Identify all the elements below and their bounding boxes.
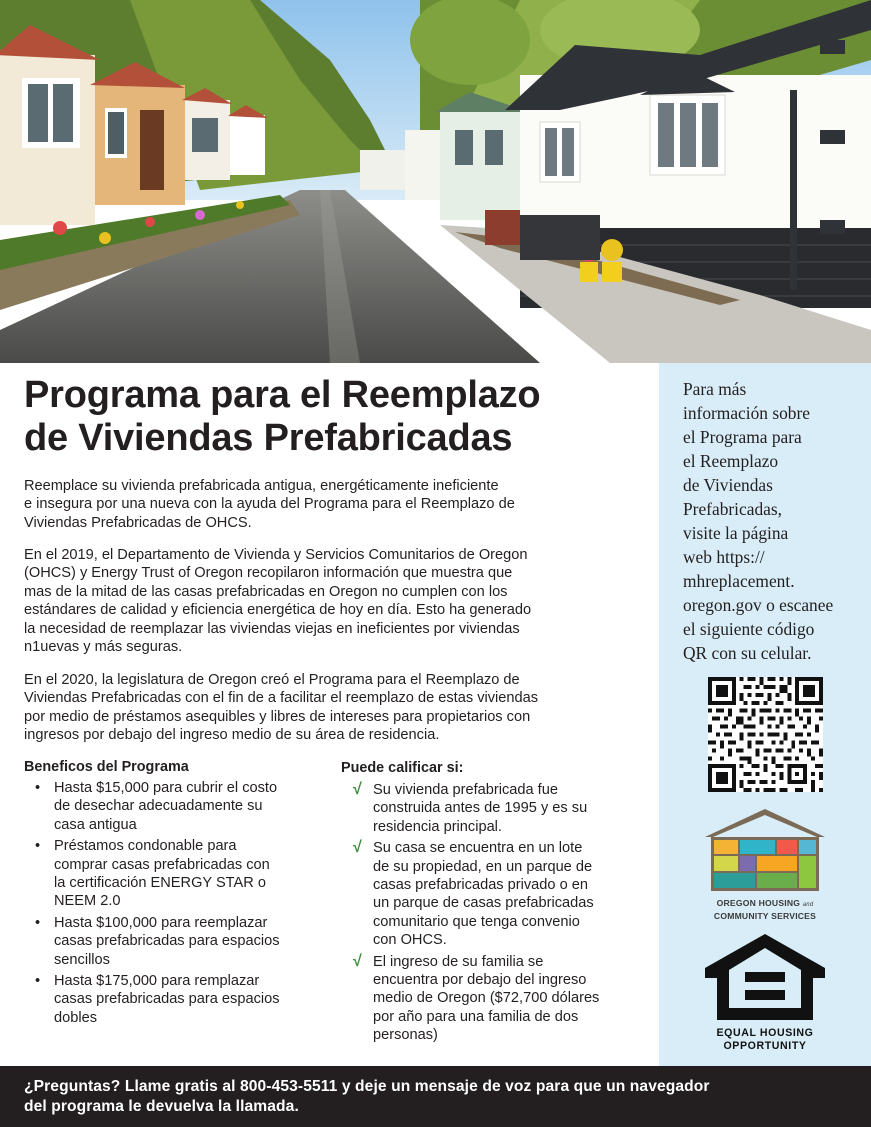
eligibility-text: Su casa se encuentra en un lote de su propiedad, en un parque de casas prefabricadas privado o en un parque de casas prefabricadas comunitario que tenga convenio con OHCS. [373,840,594,949]
footer-banner [0,1066,871,1127]
list-item [341,781,651,836]
equal-housing-icon [705,934,825,1020]
equal-housing-caption: EQUAL HOUSING OPPORTUNITY [716,1027,814,1052]
benefit-text: Hasta $15,000 para cubrir el costo de desechar adecuadamente su casa antigua [54,780,278,833]
ohcs-caption-line-2: COMMUNITY SERVICES [713,911,817,921]
ohcs-caption-line-1: OREGON HOUSING [716,898,801,908]
eligibility-text: El ingreso de su familia se encuentra por debajo del ingreso medio de Oregon ($72,700 dólares por año para una familia de dos personas) [373,953,600,1044]
info-sidebar [659,363,871,1066]
bullet-icon: • [35,914,41,931]
paragraph-2019: En el 2019, el Departamento de Vivienda y Servicios Comunitarios de Oregon (OHCS) y Energy Trust of Oregon recopilaron información que muestra que mas de la mitad de las casas prefabricadas en Oregon no cumplen con los estándares de calidad y eficiencia energética de hoy en día. Esto ha generado la necesidad de reemplazar las viviendas viejas en ineficientes por viviendas n1uevas y más seguras. [24,547,532,656]
checkmark-icon: √ [353,952,362,970]
qr-code-icon[interactable] [708,677,823,792]
page-title: Programa para el Reemplazo de Viviendas Prefabricadas [24,374,541,459]
list-item [341,839,651,949]
eligibility-section [341,759,651,1048]
benefit-text: Hasta $100,000 para reemplazar casas prefabricadas para espacios sencillos [54,914,280,968]
benefit-text: Hasta $175,000 para remplazar casas prefabricadas para espacios dobles [54,973,280,1026]
paragraph-2020: En el 2020, la legislatura de Oregon creó el Programa para el Reemplazo de Viviendas Prefabricadas con el fin de a facilitar el reemplazo de estas viviendas por medio de préstamos asequibles y libres de intereses para propietarios con ingresos por debajo del ingreso medio de su área de residencia. [24,672,539,744]
eligibility-heading: Puede calificar si: [341,760,464,776]
eligibility-list [341,781,651,1045]
intro-paragraph: Reemplace su vivienda prefabricada antigua, energéticamente ineficiente e insegura por una nueva con la ayuda del Programa para el Reemplazo de Viviendas Prefabricadas de OHCS. [24,478,515,531]
benefit-text: Préstamos condonable para comprar casas prefabricadas con la certificación ENERGY STAR o NEEM 2.0 [54,838,270,910]
benefits-list [24,779,324,1027]
list-item [341,953,651,1045]
sidebar-info-text: Para más información sobre el Programa para el Reemplazo de Viviendas Prefabricadas, visite la página web https:// mhreplacement. oregon.gov o escanee el siguiente código QR con su celular. [683,379,834,663]
bullet-icon: • [35,973,41,990]
bullet-icon: • [35,838,41,855]
list-item [24,972,324,1027]
footer-contact-text: ¿Preguntas? Llame gratis al 800-453-5511 y deje un mensaje de voz para que un navegador del programa le devuelva la llamada. [24,1078,710,1115]
bullet-icon: • [35,780,41,796]
list-item [24,914,324,969]
ohcs-caption-and: and [802,902,814,908]
list-item [24,779,324,834]
ohcs-logo-caption [705,898,825,922]
ohcs-logo [705,807,825,922]
list-item [24,837,324,911]
ohcs-house-icon [705,807,825,891]
equal-housing-logo [705,934,825,1053]
benefits-heading: Beneficos del Programa [24,759,189,775]
hero-photo [0,0,871,363]
eligibility-text: Su vivienda prefabricada fue construida antes de 1995 y es su residencia principal. [373,782,588,835]
benefits-section [24,758,324,1030]
checkmark-icon: √ [353,781,362,798]
checkmark-icon: √ [353,839,362,857]
